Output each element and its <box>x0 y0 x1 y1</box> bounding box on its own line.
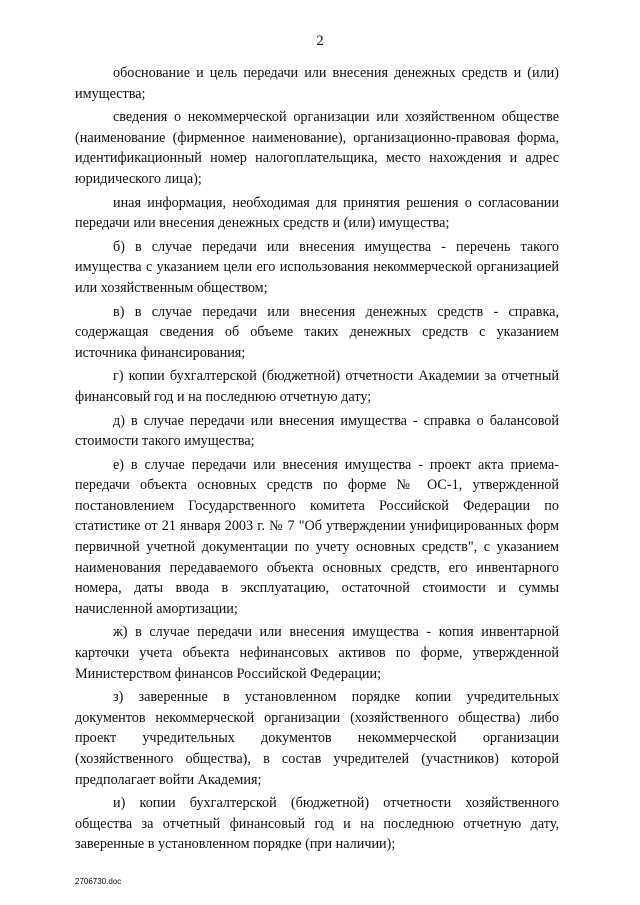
footer-file-code: 2706730.doc <box>75 877 122 886</box>
paragraph-other-info: иная информация, необходимая для принятия решения о согласовании передачи или внесения денежных средств и (или) имущества; <box>75 194 559 232</box>
paragraph-item-i: и) копии бухгалтерской (бюджетной) отчетности хозяйственного общества за отчетный финансовый год и на последнюю отчетную дату, заверенные в установленном порядке (при наличии); <box>75 795 559 853</box>
paragraph-item-e: е) в случае передачи или внесения имущества - проект акта приема-передачи объекта основных средств по форме № ОС-1, утвержденной постановлением Государственного комитета Российской Федерации по статистике от 21 января 2003 г. № 7 "Об утверждении унифицированных форм первичной учетной документации по учету основных средств", с указанием наименования передаваемого объекта основных средств, его инвентарного номера, даты ввода в эксплуатацию, остаточной стоимости и суммы начисленной амортизации; <box>75 456 559 617</box>
page-number: 2 <box>316 33 324 49</box>
paragraph-item-z: з) заверенные в установленном порядке копии учредительных документов некоммерческой организации (хозяйственного общества) либо проект учредительных документов некоммерческой организации (хозяйственного общества), в состав учредителей (участников) которой предполагает войти Академия; <box>75 689 559 788</box>
paragraph-item-d: д) в случае передачи или внесения имущества - справка о балансовой стоимости такого имущества; <box>75 412 559 450</box>
paragraph-item-b: б) в случае передачи или внесения имущества - перечень такого имущества с указанием цели его использования некоммерческой организацией или хозяйственным обществом; <box>75 238 559 296</box>
paragraph-justification: обоснование и цель передачи или внесения денежных средств и (или) имущества; <box>75 65 559 102</box>
paragraph-item-v: в) в случае передачи или внесения денежных средств - справка, содержащая сведения об объеме таких денежных средств с указанием источника финансирования; <box>75 303 559 361</box>
paragraph-item-zh: ж) в случае передачи или внесения имущества - копия инвентарной карточки учета объекта нефинансовых активов по форме, утвержденной Министерством финансов Российской Федерации; <box>75 624 559 682</box>
paragraph-organization-info: сведения о некоммерческой организации или хозяйственном обществе (наименование (фирменное наименование), организационно-правовая форма, идентификационный номер налогоплательщика, место нахождения и адрес юридического лица); <box>75 109 559 187</box>
document-body <box>75 63 559 858</box>
paragraph-item-g: г) копии бухгалтерской (бюджетной) отчетности Академии за отчетный финансовый год и на последнюю отчетную дату; <box>75 368 559 405</box>
